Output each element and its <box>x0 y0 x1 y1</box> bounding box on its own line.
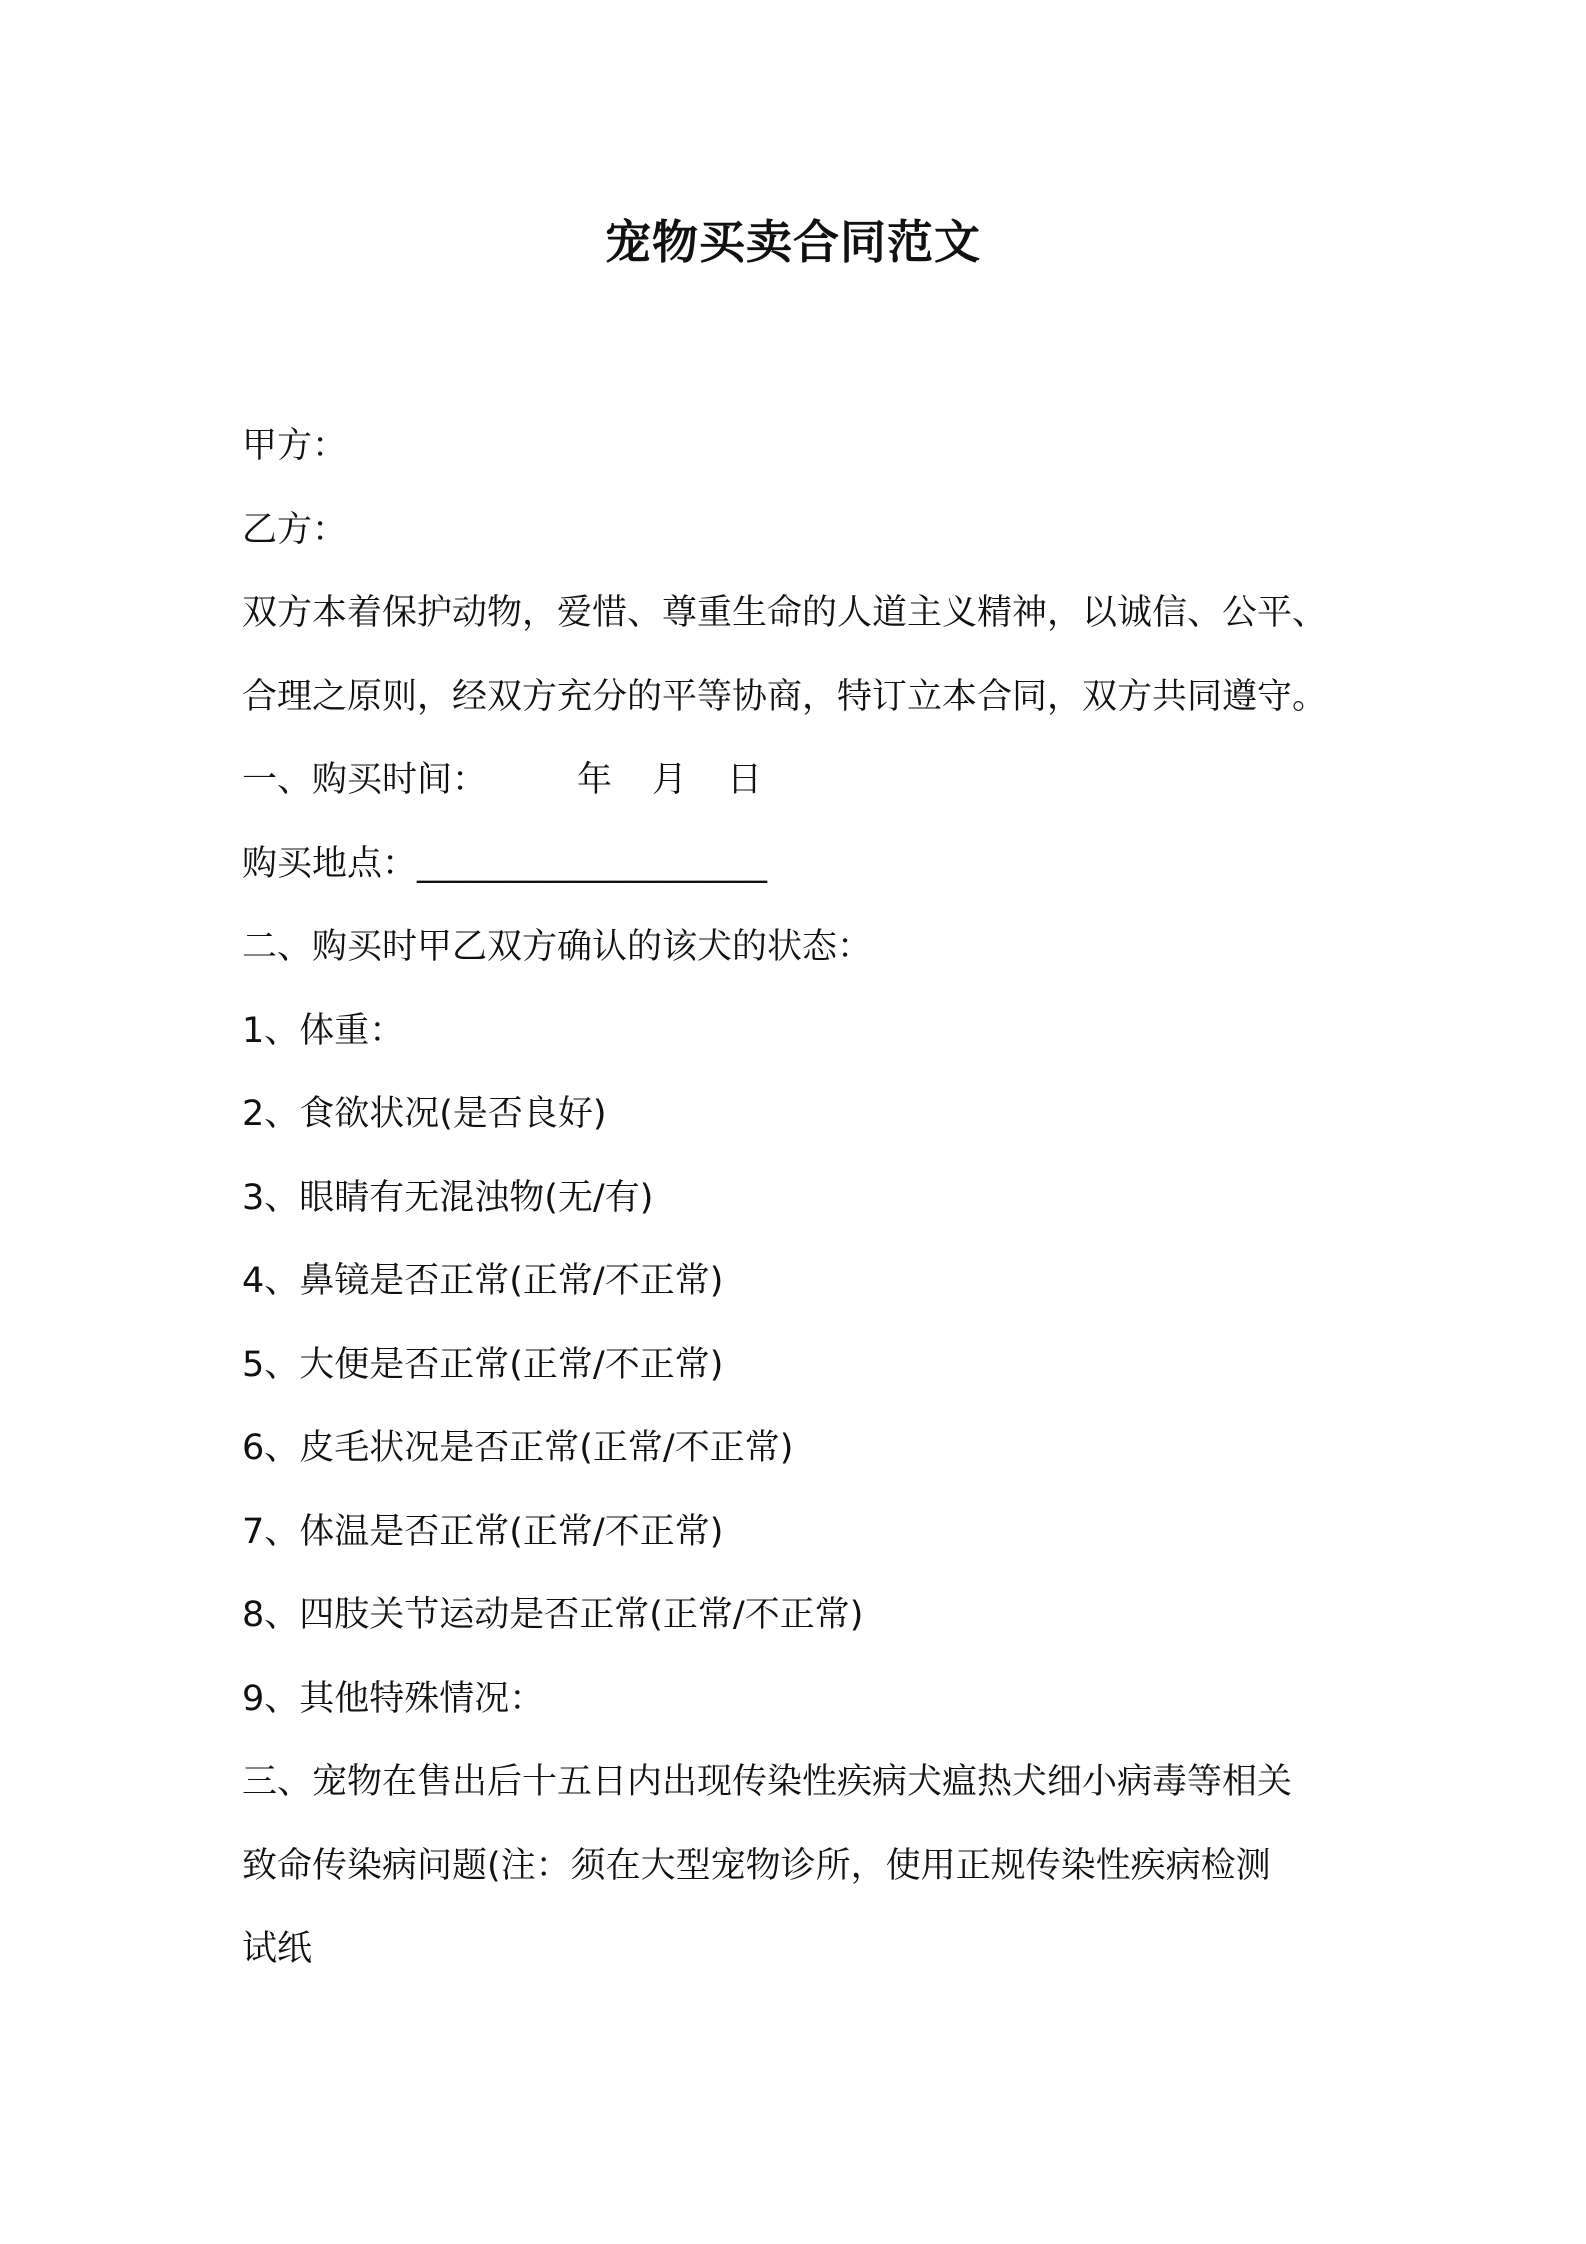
section-3-line-2: 致命传染病问题(注：须在大型宠物诊所，使用正规传染性疾病检测 <box>242 1845 1271 1886</box>
purchase-time-line <box>242 739 1362 823</box>
list-item: 8、四肢关节运动是否正常(正常/不正常) <box>242 1595 864 1635</box>
month-label: 月 <box>652 760 688 800</box>
section-3-line-3: 试纸 <box>242 1929 313 1969</box>
list-item: 7、体温是否正常(正常/不正常) <box>242 1511 724 1552</box>
list-item: 5、大便是否正常(正常/不正常) <box>242 1344 724 1385</box>
purchase-time-label: 一、购买时间： <box>242 760 488 800</box>
party-a-line: 甲方： <box>242 426 348 466</box>
section-3-line-1: 三、宠物在售出后十五日内出现传染性疾病犬瘟热犬细小病毒等相关 <box>242 1762 1293 1802</box>
list-item: 3、眼睛有无混浊物(无/有) <box>242 1177 654 1218</box>
document-body <box>242 405 1362 1992</box>
document-title: 宠物买卖合同范文 <box>605 215 981 269</box>
intro-line-1: 双方本着保护动物，爱惜、尊重生命的人道主义精神，以诚信、公平、 <box>242 593 1328 633</box>
section-2-heading: 二、购买时甲乙双方确认的该犬的状态： <box>242 927 873 967</box>
purchase-place-line: 购买地点：____________________ <box>242 843 768 884</box>
year-label: 年 <box>577 760 613 800</box>
list-item: 6、皮毛状况是否正常(正常/不正常) <box>242 1428 794 1468</box>
list-item: 2、食欲状况(是否良好) <box>242 1094 607 1134</box>
intro-line-2: 合理之原则，经双方充分的平等协商，特订立本合同，双方共同遵守。 <box>242 676 1328 717</box>
day-label: 日 <box>727 760 763 800</box>
list-item: 4、鼻镜是否正常(正常/不正常) <box>242 1261 724 1301</box>
party-b-line: 乙方： <box>242 509 348 550</box>
list-item: 9、其他特殊情况： <box>242 1678 545 1719</box>
list-item: 1、体重： <box>242 1010 405 1051</box>
